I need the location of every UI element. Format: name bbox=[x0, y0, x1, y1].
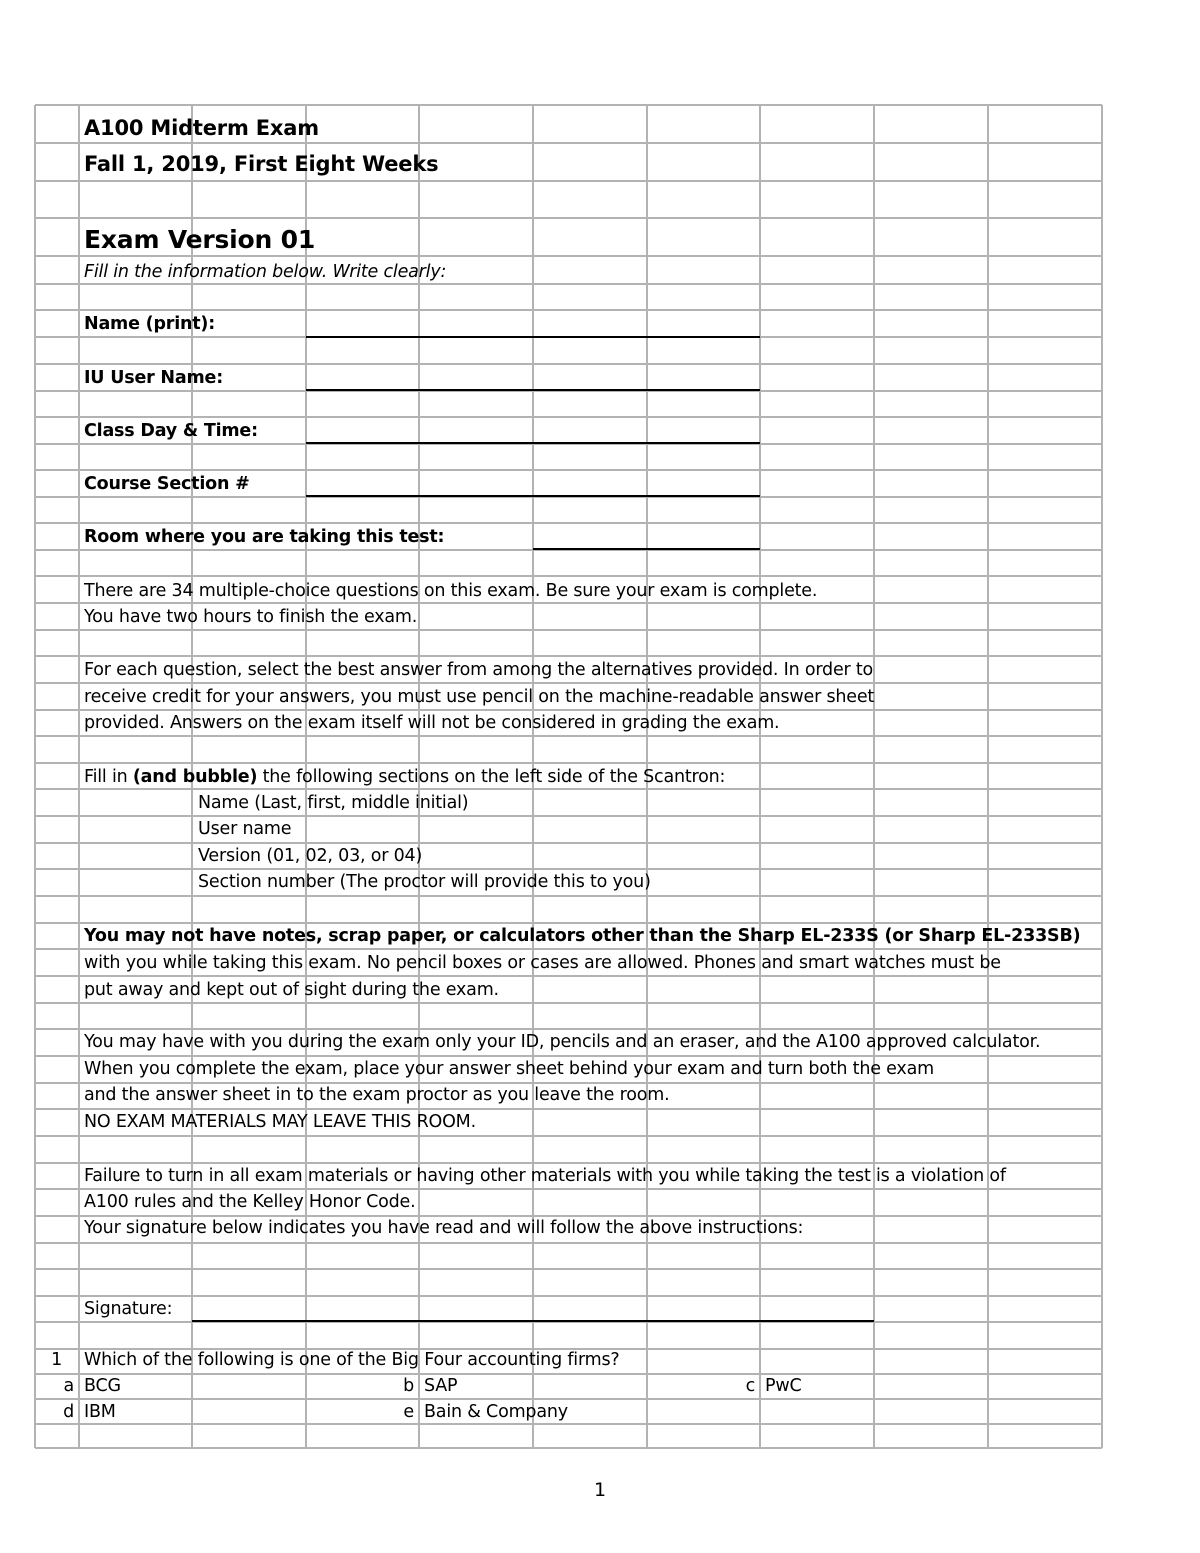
option-letter: e bbox=[403, 1402, 414, 1422]
allowed-line: NO EXAM MATERIALS MAY LEAVE THIS ROOM. bbox=[84, 1112, 476, 1132]
allowed-line: and the answer sheet in to the exam proctor as you leave the room. bbox=[84, 1085, 670, 1105]
answering-line: receive credit for your answers, you must use pencil on the machine-readable answer sheet bbox=[84, 687, 875, 707]
option-text: SAP bbox=[424, 1376, 458, 1396]
question-number: 1 bbox=[51, 1350, 62, 1370]
exam-version: Exam Version 01 bbox=[84, 225, 316, 254]
honor-line: Your signature below indicates you have read and will follow the above instructions: bbox=[84, 1218, 804, 1238]
scantron-item: User name bbox=[198, 819, 292, 839]
class-time-label: Class Day & Time: bbox=[84, 421, 258, 441]
allowed-line: When you complete the exam, place your answer sheet behind your exam and turn both the exam bbox=[84, 1059, 934, 1079]
option-letter: b bbox=[403, 1376, 414, 1396]
scantron-item: Section number (The proctor will provide this to you) bbox=[198, 872, 651, 892]
answering-line: For each question, select the best answer from among the alternatives provided. In order to bbox=[84, 660, 874, 680]
room-label: Room where you are taking this test: bbox=[84, 527, 445, 547]
fill-instruction: Fill in the information below. Write clearly: bbox=[84, 262, 447, 282]
scantron-lead bbox=[84, 767, 725, 787]
info-line: There are 34 multiple-choice questions on this exam. Be sure your exam is complete. bbox=[84, 581, 818, 601]
username-label: IU User Name: bbox=[84, 368, 223, 388]
info-line: You have two hours to finish the exam. bbox=[84, 607, 418, 627]
option-text: Bain & Company bbox=[424, 1402, 568, 1422]
option-text: IBM bbox=[84, 1402, 116, 1422]
allowed-line: You may have with you during the exam only your ID, pencils and an eraser, and the A100 approved calculator. bbox=[84, 1032, 1041, 1052]
signature-label: Signature: bbox=[84, 1299, 173, 1319]
option-text: BCG bbox=[84, 1376, 121, 1396]
scantron-item: Name (Last, first, middle initial) bbox=[198, 793, 469, 813]
answering-line: provided. Answers on the exam itself will not be considered in grading the exam. bbox=[84, 713, 780, 733]
scantron-item: Version (01, 02, 03, or 04) bbox=[198, 846, 423, 866]
rules-line: put away and kept out of sight during the exam. bbox=[84, 980, 499, 1000]
honor-line: Failure to turn in all exam materials or having other materials with you while taking the test is a violation of bbox=[84, 1166, 1006, 1186]
option-letter: a bbox=[63, 1376, 74, 1396]
question-text: Which of the following is one of the Big Four accounting firms? bbox=[84, 1350, 620, 1370]
page-number: 1 bbox=[593, 1479, 607, 1501]
name-label: Name (print): bbox=[84, 314, 216, 334]
scantron-lead-post: the following sections on the left side of the Scantron: bbox=[257, 767, 726, 787]
rules-line-bold: You may not have notes, scrap paper, or calculators other than the Sharp EL-233S (or Sharp EL-233SB) bbox=[84, 926, 1081, 946]
exam-title: A100 Midterm Exam bbox=[84, 116, 319, 140]
honor-line: A100 rules and the Kelley Honor Code. bbox=[84, 1192, 416, 1212]
scantron-lead-bold: (and bubble) bbox=[132, 767, 258, 787]
rules-line: with you while taking this exam. No pencil boxes or cases are allowed. Phones and smart watches must be bbox=[84, 953, 1001, 973]
exam-term: Fall 1, 2019, First Eight Weeks bbox=[84, 152, 439, 176]
option-letter: c bbox=[745, 1376, 755, 1396]
option-letter: d bbox=[63, 1402, 74, 1422]
scantron-lead-pre: Fill in bbox=[84, 767, 133, 787]
option-text: PwC bbox=[765, 1376, 802, 1396]
section-label: Course Section # bbox=[84, 474, 250, 494]
